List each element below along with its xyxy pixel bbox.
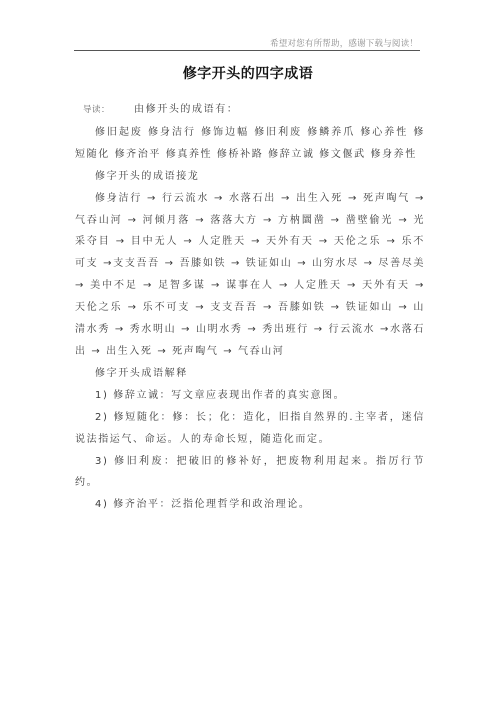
- page-title: 修字开头的四字成语: [182, 66, 314, 82]
- intro-paragraph: [75, 99, 425, 122]
- explanation-item-4: 4) 修齐治平：泛指伦理哲学和政治理论。: [95, 499, 311, 511]
- header-note: 希望对您有所帮助，感谢下载与阅读！: [270, 39, 418, 49]
- intro-label: 导读：: [83, 105, 111, 115]
- idiom-list: 修旧起废 修身洁行 修饰边幅 修旧利废 修鳞养爪 修心养性 修短随化 修齐治平 修真养性 修桥补路 修辞立诚 修文偃武 修身养性: [75, 126, 425, 160]
- intro-text: 由修开头的成语有：: [134, 104, 239, 115]
- explanation-item-3: 3) 修旧利废：把破旧的修补好，把废物利用起来。指厉行节约。: [75, 455, 425, 489]
- chain-heading: 修字开头的成语接龙: [95, 170, 200, 182]
- chain-text: 修身洁行 → 行云流水 → 水落石出 → 出生入死 → 死声啕气 → 气吞山河 → 河倾月落 → 落落大方 → 方枘圜凿 → 凿壁偷光 → 光采夺目 → 目中无人 → 人定胜天 → 天外有天 → 天伦之乐 → 乐不可支 →支支吾吾 → 吾膝如铁 → 铁证如山 → 山穷水尽 → 尽善尽美 → 美中不足 → 足智多谋 → 谋事在人 → 人定胜天 → 天外有天 → 天伦之乐 → 乐不可支 → 支支吾吾 → 吾膝如铁 → 铁证如山 → 山清水秀 → 秀水明山 → 山明水秀 → 秀出班行 → 行云流水 →水落石出 → 出生入死 → 死声啕气 → 气吞山河: [75, 192, 425, 357]
- explanation-item-1: 1) 修辞立诚：写文章应表现出作者的真实意图。: [95, 389, 346, 401]
- document-body: [75, 99, 425, 516]
- explanations-heading: 修字开头成语解释: [95, 367, 188, 379]
- header-divider: [74, 50, 420, 51]
- explanation-item-2: 2) 修短随化：修：长；化：造化，旧指自然界的.主宰者，迷信说法指运气、命运。人的寿命长短，随造化而定。: [75, 411, 425, 445]
